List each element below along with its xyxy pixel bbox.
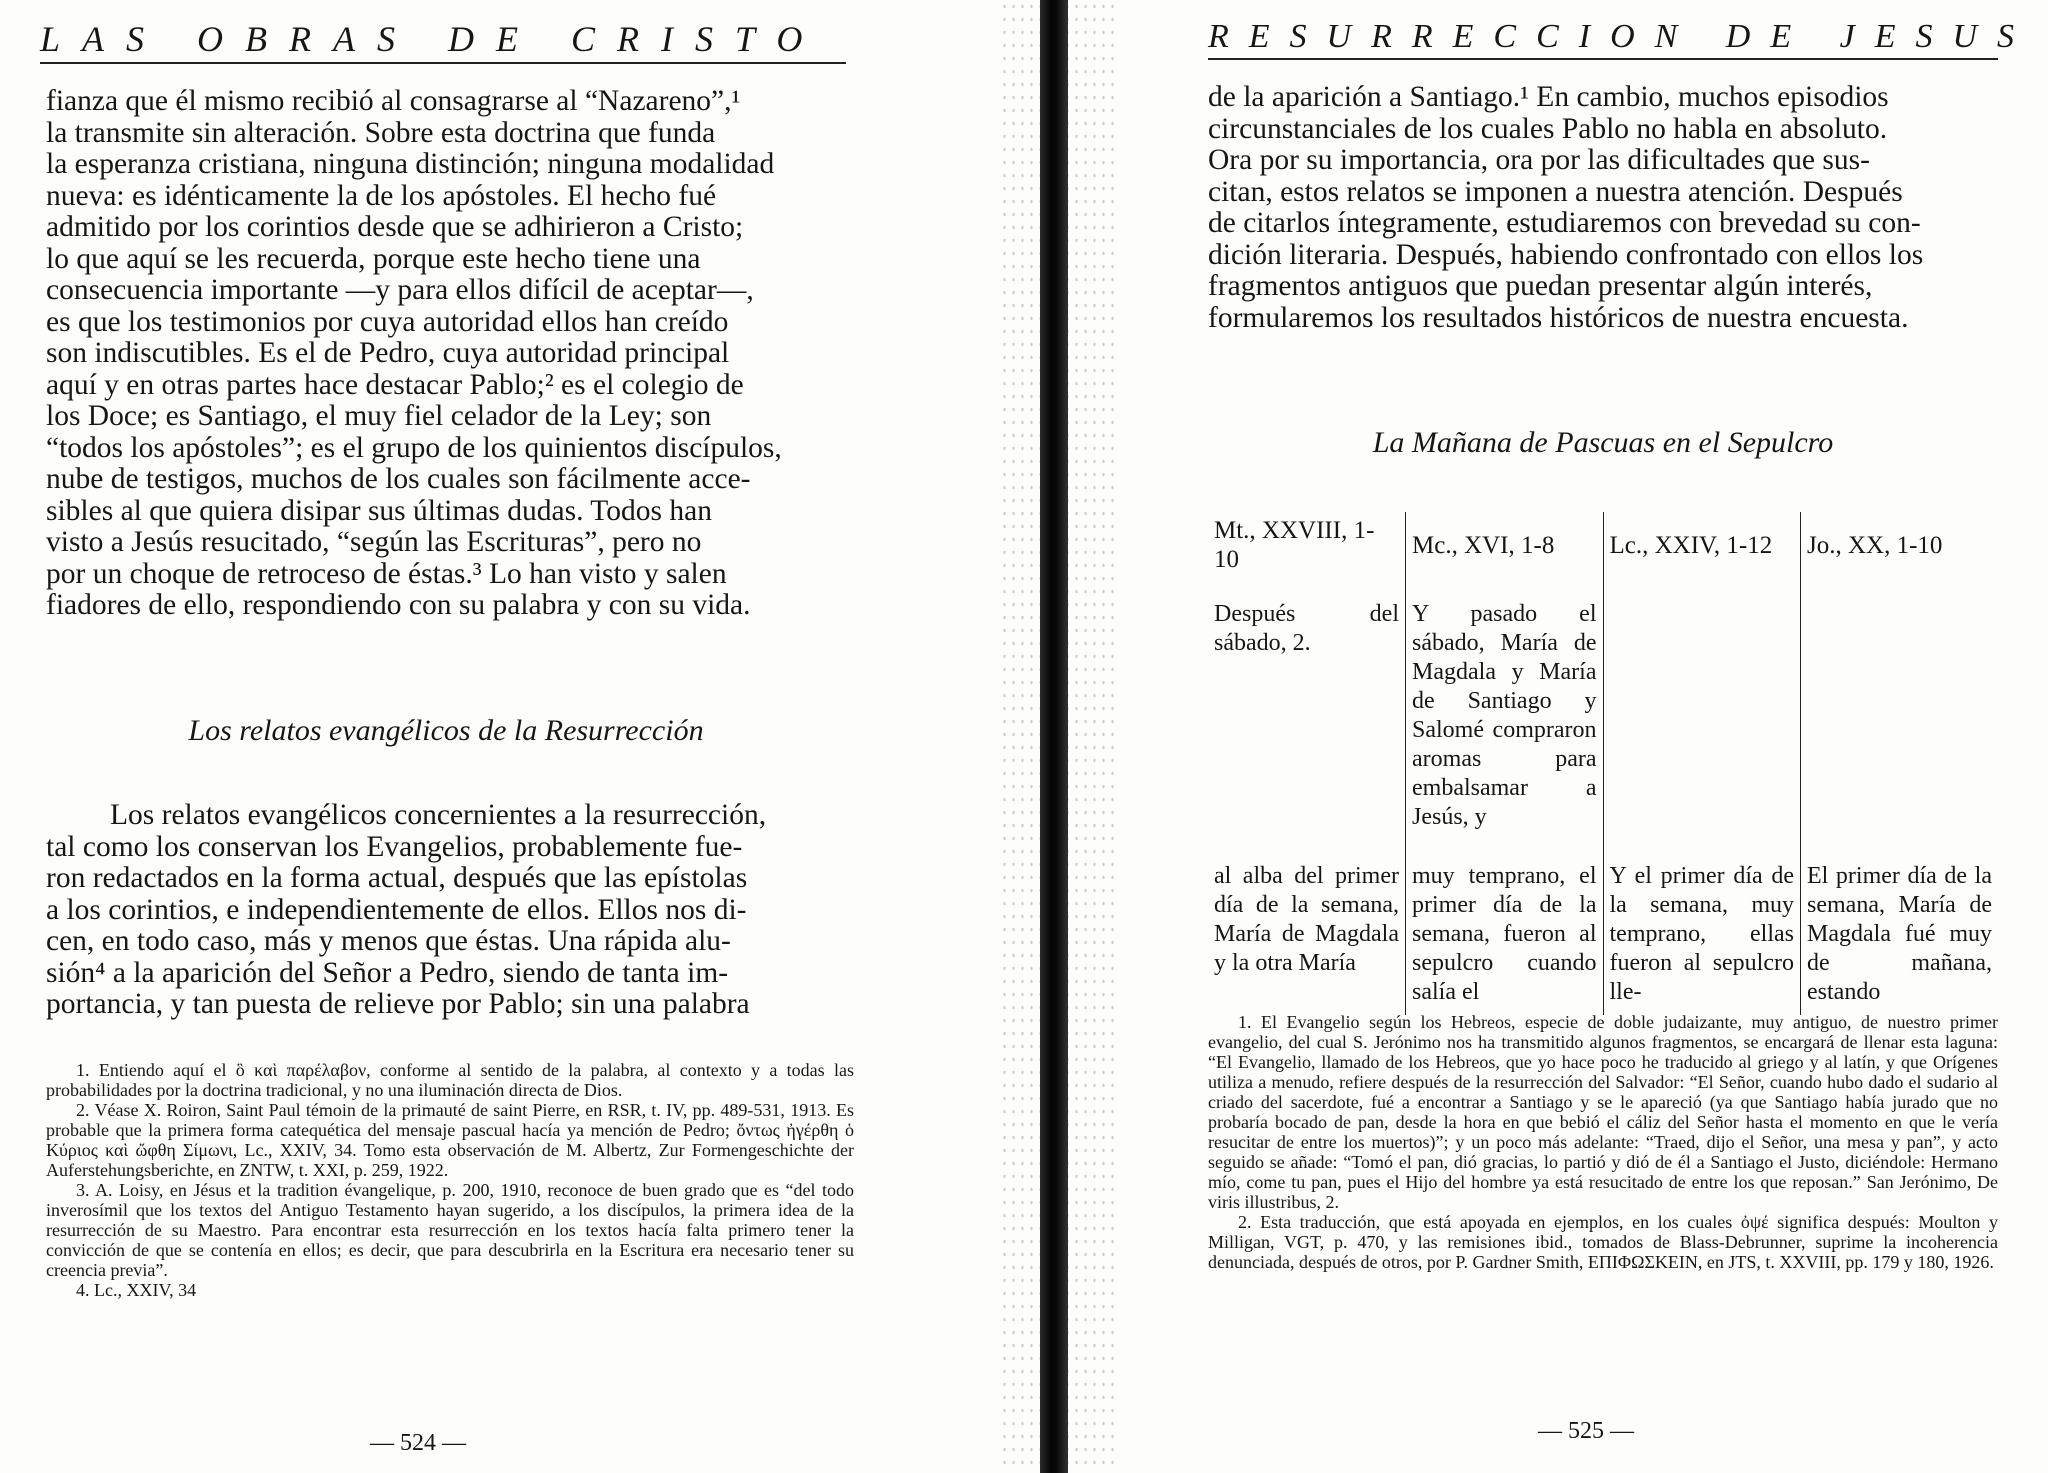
text-line: formularemos los resultados históricos de nuestra encuesta. bbox=[1208, 301, 1909, 334]
table-row bbox=[1208, 860, 1998, 1015]
column-header-jo: Jo., XX, 1-10 bbox=[1801, 512, 1999, 600]
text-line: “todos los apóstoles”; es el grupo de los quinientos discípulos, bbox=[46, 431, 782, 464]
column-header-mc: Mc., XVI, 1-8 bbox=[1406, 512, 1604, 600]
footnote: 4. Lc., XXIV, 34 bbox=[76, 1280, 197, 1300]
footnote: 2. Esta traducción, que está apoyada en ejemplos, en los cuales ὀψέ significa después: Moulton y Milligan, VGT, p. 470, y las remisiones ibid., tomados de Blass-Debrunner, suprime la incoherencia denunciada, después de otros, por P. Gardner Smith, ΕΠΙΦΩΣΚΕΙΝ, en JTS, t. XXVIII, pp. 179 y 180, 1926. bbox=[1208, 1212, 1998, 1272]
column-header-mt: Mt., XXVIII, 1-10 bbox=[1214, 517, 1375, 573]
text-line: los Doce; es Santiago, el muy fiel celador de la Ley; son bbox=[46, 400, 712, 432]
text-line: es que los testimonios por cuya autoridad ellos han creído bbox=[46, 305, 729, 338]
running-head: LAS OBRAS DE CRISTO bbox=[40, 18, 846, 64]
table-cell: El primer día de la semana, María de Magdala fué muy de mañana, estando bbox=[1801, 860, 1999, 1015]
text-line: Los relatos evangélicos concernientes a la resurrección, bbox=[110, 799, 767, 831]
text-line: consecuencia importante —y para ellos difícil de aceptar—, bbox=[46, 274, 754, 306]
text-line: ron redactados en la forma actual, después que las epístolas bbox=[46, 862, 748, 894]
column-header-lc: Lc., XXIV, 1-12 bbox=[1603, 512, 1801, 600]
text-line: la esperanza cristiana, ninguna distinción; ninguna modalidad bbox=[46, 148, 775, 180]
text-line: nueva: es idénticamente la de los apóstoles. El hecho fué bbox=[46, 179, 717, 212]
table-cell bbox=[1603, 600, 1801, 860]
text-line: tal como los conservan los Evangelios, probablemente fue- bbox=[46, 830, 743, 863]
footnotes bbox=[1208, 1012, 1998, 1272]
body-text bbox=[1208, 82, 1998, 334]
table-cell: al alba del primer día de la semana, María de Magdala y la otra María bbox=[1214, 863, 1399, 976]
synopsis-table bbox=[1208, 512, 1998, 1015]
table-cell: Y el primer día de la semana, muy temprano, ellas fueron al sepulcro lle- bbox=[1603, 860, 1801, 1015]
section-heading: Los relatos evangélicos de la Resurrección bbox=[188, 714, 704, 747]
table-cell: muy temprano, el primer día de la semana, fueron al sepulcro cuando salía el bbox=[1406, 860, 1604, 1015]
text-line: de citarlos íntegramente, estudiaremos con brevedad su con- bbox=[1208, 207, 1921, 239]
text-line: por un choque de retroceso de éstas.³ Lo han visto y salen bbox=[46, 557, 727, 590]
footnote: 3. A. Loisy, en Jésus et la tradition évangelique, p. 200, 1910, reconoce de buen grado que es “del todo inverosímil que los textos del Antiguo Testamento hayan sugerido, a los discípulos, la primera idea de la resurrección de su Maestro. Para encontrar esta resurrección en los textos hacía falta primero tener la convicción de que se contenía en ellos; es decir, que para descubrirla en la Escritura era necesario tener su creencia previa”. bbox=[46, 1180, 854, 1280]
text-line: la transmite sin alteración. Sobre esta doctrina que funda bbox=[46, 116, 716, 149]
text-line: lo que aquí se les recuerda, porque este hecho tiene una bbox=[46, 242, 701, 275]
running-head: RESURRECCION DE JESUS bbox=[1208, 18, 1998, 60]
text-line: aquí y en otras partes hace destacar Pablo;² es el colegio de bbox=[46, 368, 744, 401]
table-cell bbox=[1801, 600, 1999, 860]
text-line: son indiscutibles. Es el de Pedro, cuya autoridad principal bbox=[46, 337, 730, 369]
footnote: 1. Entiendo aquí el ὃ καὶ παρέλαβον, conforme al sentido de la palabra, al contexto y a todas las probabilidades por la doctrina tradicional, y no una iluminación directa de Dios. bbox=[46, 1060, 854, 1100]
text-line: sibles al que quiera disipar sus últimas dudas. Todos han bbox=[46, 494, 712, 527]
footnote: 1. El Evangelio según los Hebreos, especie de doble judaizante, muy antiguo, de nuestro primer evangelio, del cual S. Jerónimo nos ha transmitido algunos fragmentos, se encargará de llenar esta laguna: “El Evangelio, llamado de los Hebreos, que yo hace poco he traducido al griego y al latín, y que Orígenes utiliza a menudo, refiere después de la resurrección del Salvador: “El Señor, cuando hubo dado el sudario al criado del sacerdote, fué a encontrar a Santiago y se le apareció (ya que Santiago había jurado que no probaría bocado de pan, desde la hora en que bebió el cáliz del Señor hasta el momento en que le vería resucitar de entre los muertos)”; y un poco más adelante: “Traed, dijo el Señor, una mesa y pan”, y acto seguido se añade: “Tomó el pan, dió gracias, lo partió y dió de él a Santiago el Justo, diciéndole: Hermano mío, come tu pan, pues el Hijo del hombre ya está resucitado de entre los que reposan.” San Jerónimo, De viris illustribus, 2. bbox=[1208, 1012, 1998, 1212]
section-heading: La Mañana de Pascuas en el Sepulcro bbox=[1372, 426, 1834, 459]
table-cell: Después del sábado, 2. bbox=[1214, 601, 1399, 656]
page-number: — 525 — bbox=[1538, 1418, 1634, 1444]
text-line: sión⁴ a la aparición del Señor a Pedro, siendo de tanta im- bbox=[46, 956, 729, 989]
text-line: fiadores de ello, respondiendo con su palabra y con su vida. bbox=[46, 589, 751, 621]
text-line: de la aparición a Santiago.¹ En cambio, muchos episodios bbox=[1208, 81, 1889, 113]
text-line: fianza que él mismo recibió al consagrarse al “Nazareno”,¹ bbox=[46, 85, 741, 117]
text-line: dición literaria. Después, habiendo confrontado con ellos los bbox=[1208, 238, 1924, 271]
text-line: Ora por su importancia, ora por las dificultades que sus- bbox=[1208, 144, 1870, 176]
text-line: portancia, y tan puesta de relieve por Pablo; sin una palabra bbox=[46, 988, 750, 1020]
text-line: citan, estos relatos se imponen a nuestra atención. Después bbox=[1208, 175, 1903, 208]
text-line: nube de testigos, muchos de los cuales son fácilmente acce- bbox=[46, 463, 751, 495]
text-line: visto a Jesús resucitado, “según las Escrituras”, pero no bbox=[46, 526, 702, 558]
table-cell: Y pasado el sábado, María de Magdala y María de Santiago y Salomé compraron aromas para embalsamar a Jesús, y bbox=[1406, 600, 1604, 860]
page-number: — 524 — bbox=[370, 1430, 466, 1456]
text-line: circunstanciales de los cuales Pablo no habla en absoluto. bbox=[1208, 112, 1888, 145]
text-line: a los corintios, e independientemente de ellos. Ellos nos di- bbox=[46, 893, 747, 926]
text-line: fragmentos antiguos que puedan presentar algún interés, bbox=[1208, 270, 1873, 302]
table-row bbox=[1208, 600, 1998, 860]
text-line: cen, en todo caso, más y menos que éstas. Una rápida alu- bbox=[46, 925, 731, 957]
footnote: 2. Véase X. Roiron, Saint Paul témoin de la primauté de saint Pierre, en RSR, t. IV, pp. 489-531, 1913. Es probable que la primera forma catequética del mensaje pascual hacía ya mención de Pedro; ὄντως ἠγέρθη ὁ Κύριος καὶ ὤφθη Σίμωνι, Lc., XXIV, 34. Tomo esta observación de M. Albertz, Zur Formengeschichte der Auferstehungsberichte, en ZNTW, t. XXI, p. 259, 1922. bbox=[46, 1100, 854, 1180]
text-line: admitido por los corintios desde que se adhirieron a Cristo; bbox=[46, 211, 744, 243]
